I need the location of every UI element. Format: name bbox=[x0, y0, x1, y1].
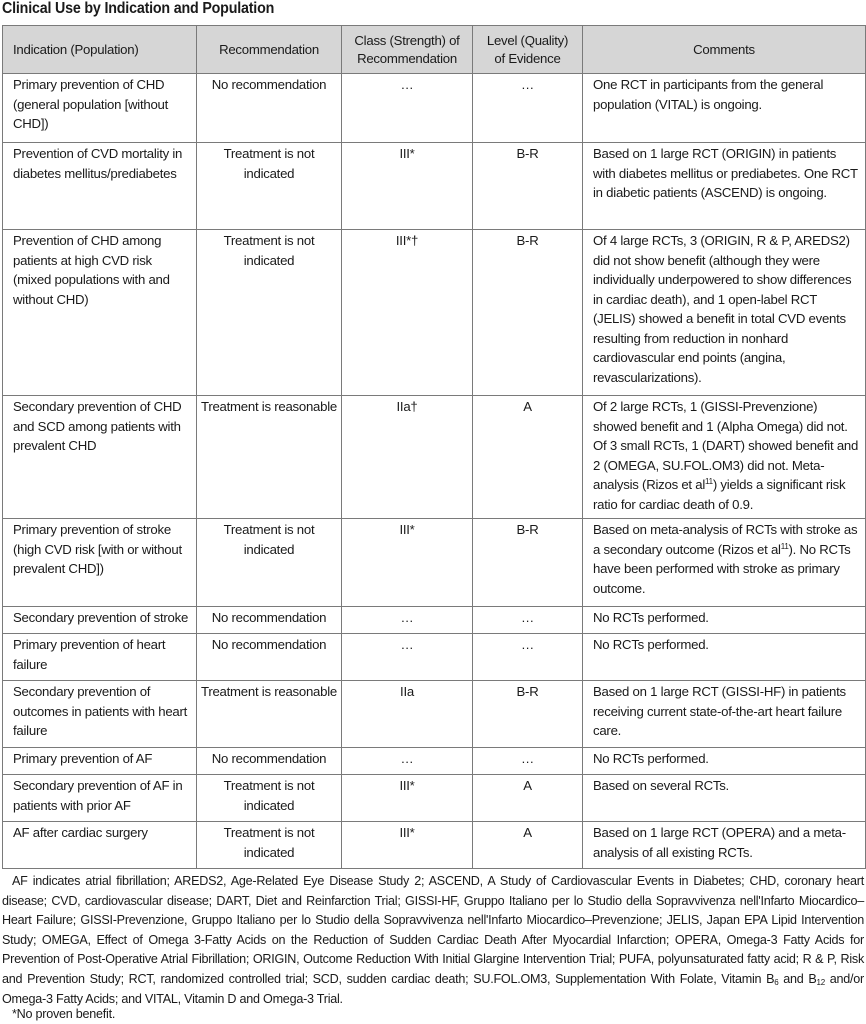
cell-recommendation: Treatment is not indicated bbox=[197, 775, 342, 822]
clinical-use-table bbox=[2, 25, 866, 869]
cell-recommendation: No recommendation bbox=[197, 74, 342, 143]
table-row bbox=[3, 396, 866, 519]
cell-level: A bbox=[473, 822, 583, 869]
table-row bbox=[3, 74, 866, 143]
cell-class: III* bbox=[342, 143, 473, 230]
header-indication: Indication (Population) bbox=[3, 26, 197, 74]
table-row bbox=[3, 681, 866, 748]
cell-level: … bbox=[473, 634, 583, 681]
cell-class: III* bbox=[342, 822, 473, 869]
header-recommendation: Recommendation bbox=[197, 26, 342, 74]
cell-level: A bbox=[473, 396, 583, 519]
cell-recommendation: Treatment is not indicated bbox=[197, 822, 342, 869]
cell-level: B-R bbox=[473, 681, 583, 748]
cell-comments: Based on several RCTs. bbox=[583, 775, 866, 822]
cell-indication: Secondary prevention of AF in patients with prior AF bbox=[3, 775, 197, 822]
cell-class: III* bbox=[342, 775, 473, 822]
cell-recommendation: No recommendation bbox=[197, 748, 342, 775]
cell-indication: Primary prevention of stroke (high CVD risk [with or without prevalent CHD]) bbox=[3, 519, 197, 607]
table-row bbox=[3, 143, 866, 230]
table-row bbox=[3, 519, 866, 607]
header-class: Class (Strength) of Recommendation bbox=[342, 26, 473, 74]
cell-indication: Secondary prevention of CHD and SCD among patients with prevalent CHD bbox=[3, 396, 197, 519]
cell-comments: One RCT in participants from the general population (VITAL) is ongoing. bbox=[583, 74, 866, 143]
cell-class: … bbox=[342, 607, 473, 634]
cell-indication: AF after cardiac surgery bbox=[3, 822, 197, 869]
cell-level: B-R bbox=[473, 519, 583, 607]
table-row bbox=[3, 634, 866, 681]
table-row bbox=[3, 230, 866, 396]
cell-recommendation: Treatment is reasonable bbox=[197, 681, 342, 748]
cell-indication: Primary prevention of heart failure bbox=[3, 634, 197, 681]
cell-class: III* bbox=[342, 519, 473, 607]
cell-indication: Primary prevention of AF bbox=[3, 748, 197, 775]
table-title: Clinical Use by Indication and Population bbox=[2, 0, 275, 17]
cell-indication: Prevention of CVD mortality in diabetes mellitus/prediabetes bbox=[3, 143, 197, 230]
cell-comments: Based on 1 large RCT (GISSI-HF) in patients receiving current state-of-the-art heart failure care. bbox=[583, 681, 866, 748]
cell-class: … bbox=[342, 748, 473, 775]
cell-indication: Secondary prevention of stroke bbox=[3, 607, 197, 634]
cell-recommendation: No recommendation bbox=[197, 607, 342, 634]
cell-comments: Of 2 large RCTs, 1 (GISSI-Prevenzione) showed benefit and 1 (Alpha Omega) did not. Of 3 small RCTs, 1 (DART) showed benefit and 2 (OMEGA, SU.FOL.OM3) did not. Meta-analysis (Rizos et $al^{11}$) yields a significant risk ratio for cardiac death of 0.9. bbox=[583, 396, 866, 519]
cell-comments: No RCTs performed. bbox=[583, 634, 866, 681]
cell-class: IIa bbox=[342, 681, 473, 748]
header-comments: Comments bbox=[583, 26, 866, 74]
cell-indication: Prevention of CHD among patients at high CVD risk (mixed populations with and without CHD) bbox=[3, 230, 197, 396]
cell-recommendation: Treatment is not indicated bbox=[197, 143, 342, 230]
cell-indication: Secondary prevention of outcomes in patients with heart failure bbox=[3, 681, 197, 748]
cell-level: … bbox=[473, 607, 583, 634]
table-row bbox=[3, 822, 866, 869]
cell-recommendation: Treatment is not indicated bbox=[197, 230, 342, 396]
cell-level: B-R bbox=[473, 143, 583, 230]
cell-level: … bbox=[473, 748, 583, 775]
cell-recommendation: Treatment is reasonable bbox=[197, 396, 342, 519]
reference-superscript: 11 bbox=[780, 541, 789, 551]
cell-comments: No RCTs performed. bbox=[583, 748, 866, 775]
cell-comments: Based on 1 large RCT (ORIGIN) in patients with diabetes mellitus or prediabetes. One RCT in diabetic patients (ASCEND) is ongoing. bbox=[583, 143, 866, 230]
cell-comments: Based on 1 large RCT (OPERA) and a meta-analysis of all existing RCTs. bbox=[583, 822, 866, 869]
cell-class: IIa† bbox=[342, 396, 473, 519]
table-row bbox=[3, 607, 866, 634]
table-row bbox=[3, 775, 866, 822]
cell-level: B-R bbox=[473, 230, 583, 396]
header-level: Level (Quality) of Evidence bbox=[473, 26, 583, 74]
cell-recommendation: No recommendation bbox=[197, 634, 342, 681]
table-header-row bbox=[3, 26, 866, 74]
cell-comments: Based on meta-analysis of RCTs with stroke as a secondary outcome (Rizos et $al^{11}$). No RCTs have been performed with stroke as primary outcome. bbox=[583, 519, 866, 607]
cell-class: … bbox=[342, 74, 473, 143]
cell-class: … bbox=[342, 634, 473, 681]
cell-level: A bbox=[473, 775, 583, 822]
cell-class: III*† bbox=[342, 230, 473, 396]
abbreviations-footnote bbox=[2, 872, 864, 1009]
cell-recommendation: Treatment is not indicated bbox=[197, 519, 342, 607]
cell-comments: Of 4 large RCTs, 3 (ORIGIN, R & P, AREDS2) did not show benefit (although they were individually underpowered to show differences in cardiac death), and 1 open-label RCT (JELIS) showed a benefit in total CVD events resulting from reduction in nonhard cardiovascular end points (angina, revascularizations). bbox=[583, 230, 866, 396]
cell-level: … bbox=[473, 74, 583, 143]
no-proven-benefit-note: *No proven benefit. bbox=[12, 1007, 116, 1021]
cell-indication: Primary prevention of CHD (general population [without CHD]) bbox=[3, 74, 197, 143]
reference-superscript: 11 bbox=[705, 477, 713, 486]
table-row bbox=[3, 748, 866, 775]
abbreviations-text: AF indicates atrial fibrillation; AREDS2, Age-Related Eye Disease Study 2; ASCEND, A Study of Cardiovascular Events in Diabetes; CHD, coronary heart disease; CVD, cardiovascular disease; DART, Diet and Reinfarction Trial; GISSI-HF, Gruppo Italiano per lo Studio della Sopravvivenza nell'Infarto Miocardico–Heart Failure; GISSI-Prevenzione, Gruppo Italiano per lo Studio della Sopravvivenza nell'Infarto Miocardico–Prevenzione; JELIS, Japan EPA Lipid Intervention Study; OMEGA, Effect of Omega 3-Fatty Acids on the Reduction of Sudden Cardiac Death After Myocardial Infarction; OPERA, Omega-3 Fatty Acids for Prevention of Post-Operative Atrial Fibrillation; ORIGIN, Outcome Reduction With Initial Glargine Intervention Trial; PUFA, polyunsaturated fatty acid; R & P, Risk and Prevention Study; RCT, randomized controlled trial; SCD, sudden cardiac death; SU.FOL.OM3, Supplementation With Folate, Vitamin $B_6$ and $B_{12}$ and/or Omega-3 Fatty Acids; and VITAL, Vitamin D and Omega-3 Trial. bbox=[2, 874, 864, 1006]
cell-comments: No RCTs performed. bbox=[583, 607, 866, 634]
